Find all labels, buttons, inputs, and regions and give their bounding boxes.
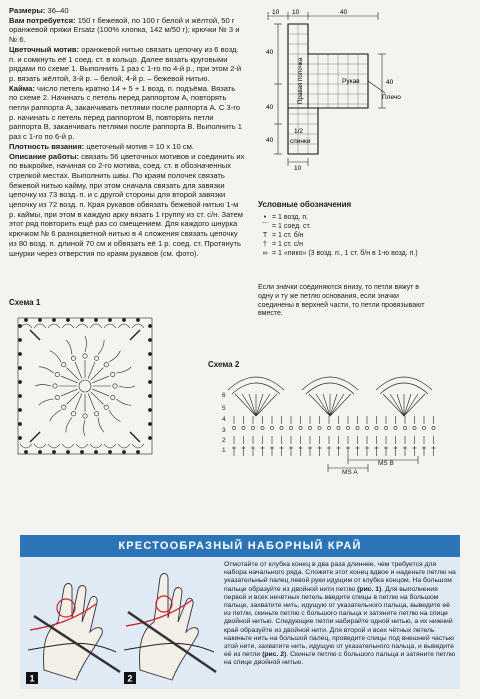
technique-text-1: Отмотайте от клубка конец в два раза длиннее, чем требуется для набора начального ряда. Сложите этот конец вдвое и наденьте петлю на указательный палец левой руки идущим от клубка концом. На большом пальце образуйте из двойной нити петлю [224,561,456,593]
schema1-edge-chain [148,422,151,425]
schema1-stitch [67,368,80,381]
legend-sc-text: = 1 ст. б/н [272,232,304,239]
schema2-fan [309,394,330,416]
dim-top-3: 40 [340,9,348,16]
legend-slip-text: = 1 соед. ст. [272,223,311,230]
schema1-edge-arch [118,324,130,328]
legend-item-dc [258,240,458,249]
density-label: Плотность вязания: [9,141,85,151]
schema1-edge-chain [18,408,21,411]
hands-illustration [24,560,220,688]
schema1-arch [35,385,51,386]
schema1-chain [94,356,98,360]
sizes-label: Размеры: [9,6,46,15]
schema1-edge-chain [148,338,151,341]
schema1-edge-chain [122,450,125,453]
schema1-stitch [92,389,109,396]
schema2-fan-arc [302,377,358,390]
schema2-fan [404,394,425,416]
schema1-edge-chain [136,318,139,321]
technique-text-2: . Для выполнения первой и всех нечётных петель введите спицы в петлю на большом пальце, захватите нить, идущую от указательного пальца, выведите её из петли, скиньте петлю с большого пальца и затяните петлю на спице двойной нитью. Следующие петли набирайте одной нитью, а их нижний край образуйте из двойной нити. Для второй и всех чётных петель накиньте нить на большой палец, проведите спицы под внешней частью этой нити, захватите нить, идущую от указательного пальца, и выведите её из петли [224,585,454,659]
banner-title: КРЕСТООБРАЗНЫЙ НАБОРНЫЙ КРАЙ [118,540,362,552]
description-value: связать 56 цветочных мотивов и соединить их по выкройке, начиная со 2-го мотива, соед. ст. в обозначенных стрелкой местах. Выполнить швы. По краям полочек связать бежевой нитью кайму, при этом сначала связать для завязки цепочку из 73 возд. п. и с другой стороны для второй завязки цепочку из 72 возд. п. Края рукавов обвязать бежевой нитью 1-м р. каймы, при этом в каждую арку вязать 1 группу из ст. с/н. Затем этот ряд повторить ещё раз со смещением. Для каждого шнурка крючком № 6 разноцветной нитью в 4 сложения связать цепочку из 80 возд. п. длиной 70 см и обвязать её 1 р. соед. ст. Протянуть шнурки через отверстия по краям рукавов (см. фото). [9,151,245,258]
schema1-arch [39,367,54,373]
fig1-number: 1 [29,673,35,684]
schema1-edge-arch [62,444,74,448]
schema1-edge-arch [34,444,46,448]
sizes-paragraph [9,6,245,16]
schema2-chain [327,426,330,429]
schema2-fan [235,394,256,416]
edging-label: Кайма: [9,83,35,93]
schema1-chain [83,414,87,418]
schema2-fan-arc [380,383,428,394]
schema1-edge-arch [90,324,102,328]
schema1-diagram [10,310,160,462]
schema1-arch [109,351,120,362]
motif-label: Цветочный мотив: [9,44,80,54]
schema1-arch [50,351,61,362]
edging-value: число петель кратно 14 + 5 + 1 возд. п. подъёма. Вязать по схеме 2. Начинать с петель перед раппортом А, повторять петли раппорта А, заканчивать петлями после раппорта А. С 3-го р. начинать с петель перед раппортом В, повторять петли раппорта В, заканчивать петлями после раппорта В. Выполнить 1 раз с 1-го по 6-й р. [9,83,243,142]
schema2-chain [365,426,368,429]
materials-label: Вам потребуется: [9,15,76,25]
schema1-edge-arch [104,324,116,328]
schema1-edge-chain [108,318,111,321]
row-label-5: 5 [222,405,226,412]
schema2-chain [242,426,245,429]
schema1-edge-arch [34,324,46,328]
dim-bottom: 10 [294,165,302,170]
schema1-arch [85,336,86,352]
schema1-edge-chain [18,436,21,439]
schema2-fan [404,394,418,416]
schema1-edge-chain [38,318,41,321]
row-label-2: 2 [222,437,226,444]
schema2-chain [432,426,435,429]
schema1-stitch [91,368,104,381]
schema1-edge-arch [20,324,32,328]
schema2-chain [356,426,359,429]
schema1-chain [53,384,57,388]
schema1-edge-chain [18,324,21,327]
legend-item-chain [258,213,458,222]
fig-ref-2: (рис. 2) [262,651,287,659]
schema1-stitch [88,393,95,410]
schema1-stitch [91,392,104,405]
schema2-chain [261,426,264,429]
schema1-edge-chain [136,450,139,453]
dim-left-top: 40 [266,49,274,56]
schema1-edge-arch [20,444,32,448]
schema2-chain [422,426,425,429]
legend-picot-symbol: ∞ [262,250,268,257]
schema1-edge-arch [132,324,144,328]
legend-chain-symbol: • [263,214,267,221]
density-value: цветочный мотив = 10 х 10 см. [84,141,194,151]
schema2-chain [413,426,416,429]
legend-dc-symbol: † [263,241,267,248]
pattern-diagram [258,4,418,170]
dim-top-2: 10 [292,9,300,16]
schema1-edge-chain [148,436,151,439]
schema1-edge-chain [18,352,21,355]
row-label-4: 4 [222,416,226,423]
label-back: спинки [290,138,311,145]
schema2-fan [256,394,277,416]
schema2-chain [299,426,302,429]
dim-left-low: 40 [266,137,274,144]
schema1-arch [66,417,72,432]
legend-item-picot [258,249,458,258]
schema2-chain [270,426,273,429]
schema2-chain [251,426,254,429]
schema1-chain [71,356,75,360]
schema1-arch [116,399,131,405]
row-label-1: 1 [222,447,226,454]
schema1-edge-chain [18,380,21,383]
schema1-stitch [92,376,109,383]
schema1-edge-chain [148,352,151,355]
schema1-chain [104,363,108,367]
schema1-arch [50,410,61,421]
legend-title: Условные обозначения [258,200,352,209]
technique-text-3: . Скиньте петлю с большого пальца и затяните петлю на спице двойной нитью. [224,651,456,667]
schema1-edge-chain [18,422,21,425]
schema1-edge-chain [18,394,21,397]
schema1-edge-chain [148,380,151,383]
schema1-chain [104,405,108,409]
schema1-edge-arch [48,324,60,328]
sizes-value: 36–40 [45,6,69,15]
schema1-edge-chain [122,318,125,321]
schema1-stitch [61,389,78,396]
schema1-edge-chain [148,394,151,397]
label-right-front: Правая полочка [297,57,304,104]
legend-item-slip [258,222,458,231]
dim-top-1: 10 [272,9,280,16]
schema1-chain [83,354,87,358]
legend-item-sc [258,231,458,240]
materials-value: 150 г бежевой, по 100 г белой и жёлтой, 50 г оранжевой пряжи Ersatz (100% хлопка, 142 м/50 г); крючки № 3 и № 6. [9,15,240,45]
schema2-chain [403,426,406,429]
motif-paragraph [9,45,245,84]
schema1-chain [111,372,115,376]
schema1-chain [55,372,59,376]
fig2-number: 2 [127,673,133,684]
schema1-edge-chain [24,318,27,321]
schema1-edge-chain [66,318,69,321]
legend-sc-symbol: T [262,232,268,239]
motif-value: оранжевой нитью связать цепочку из 6 возд. п. и сомкнуть её 1 соед. ст. в кольцо. Далее вязать круговыми рядами по схеме 1. Выполнить 1 раз с 1-го по 4-й р., при этом 2-й р. вязать жёлтой, 3-й р. – белой, 4-й р. – бежевой нитью. [9,44,242,83]
schema2-fan-arc [228,377,284,390]
schema1-arch [39,399,54,405]
label-shoulder: Плечо [382,94,401,101]
legend [258,200,458,319]
schema1-stitch [88,362,95,379]
schema1-stitch [75,362,82,379]
schema2-fan [242,394,256,416]
schema2-chain [346,426,349,429]
schema2-fan [256,394,270,416]
schema1-edge-chain [94,450,97,453]
legend-note: Если значки соединяются внизу, то петли вяжут в одну и ту же петлю основания, если значки соединены в верхней части, то петли провязывают вместе. [258,284,425,318]
schema2-fan [330,394,351,416]
schema1-stitch [67,392,80,405]
schema1-edge-chain [148,324,151,327]
schema1-chain [94,412,98,416]
schema1-edge-chain [52,318,55,321]
schema1-edge-chain [18,338,21,341]
row-label-3: 3 [222,427,226,434]
schema1-arch [109,410,120,421]
schema1-edge-arch [62,324,74,328]
schema2-fan [390,394,404,416]
schema2-chain [308,426,311,429]
schema2-chain [280,426,283,429]
schema1-edge-arch [118,444,130,448]
schema1-arch [66,340,72,355]
schema1-corner-arrow [30,330,40,340]
legend-chain-text: = 1 возд. п. [272,214,309,221]
description-label: Описание работы: [9,151,80,161]
schema1-stitch [75,393,82,410]
schema1-corner-arrow [30,432,40,442]
schema1-corner-arrow [130,330,140,340]
schema1-chain [113,384,117,388]
schema2-chain [232,426,235,429]
schema2-chain [337,426,340,429]
schema2-chain [318,426,321,429]
technique-text [224,561,456,668]
schema1-edge-arch [132,444,144,448]
schema1-edge-chain [80,450,83,453]
schema1-chain [55,395,59,399]
schema2-fan [316,394,330,416]
schema2-fan-arc [306,383,354,394]
schema1-edge-chain [108,450,111,453]
schema2-chain [289,426,292,429]
fig-ref-1: (рис. 1) [357,585,382,593]
schema1-corner-arrow [130,432,140,442]
schema1-edge-arch [90,444,102,448]
schema1-edge-chain [94,318,97,321]
density-paragraph [9,142,245,152]
schema2-label: Схема 2 [208,360,240,369]
schema2-fan-arc [376,377,432,390]
schema1-edge-chain [148,408,151,411]
schema1-edge-chain [66,450,69,453]
schema1-edge-chain [52,450,55,453]
dim-left-mid: 40 [266,104,274,111]
schema1-edge-chain [24,450,27,453]
schema1-chain [62,405,66,409]
schema1-chain [111,395,115,399]
schema1-edge-arch [48,444,60,448]
schema1-chain [71,412,75,416]
edging-paragraph [9,84,245,142]
schema1-edge-arch [76,324,88,328]
schema1-edge-chain [80,318,83,321]
schema2-diagram [208,372,458,480]
legend-dc-text: = 1 ст. с/н [272,241,304,248]
schema1-center-ring [79,380,91,392]
schema1-arch [119,386,135,387]
schema1-edge-chain [148,366,151,369]
label-sleeve: Рукав [342,78,360,85]
schema1-chain [62,363,66,367]
description-paragraph [9,152,245,259]
schema1-edge-arch [104,444,116,448]
schema2-fan-arc [232,383,280,394]
schema2-fan [330,394,344,416]
label-half: 1/2 [294,128,304,135]
schema1-label: Схема 1 [9,298,41,307]
schema1-arch [116,367,131,373]
schema2-chain [394,426,397,429]
legend-slip-symbol: ⌒ [261,223,269,230]
dim-right: 40 [386,79,394,86]
legend-picot-text: = 1 «пико» (3 возд. п., 1 ст. б/н в 1-ю возд. п.) [272,250,418,257]
schema1-stitch [61,376,78,383]
schema1-edge-chain [38,450,41,453]
schema2-fan [383,394,404,416]
row-label-6: 6 [222,392,226,399]
schema1-edge-arch [76,444,88,448]
rapport-b-label: MS B [378,460,394,467]
schema1-arch [84,420,85,436]
schema2-chain [384,426,387,429]
schema2-chain [375,426,378,429]
schema1-arch [98,417,104,432]
instructions-column [9,6,245,258]
rapport-a-label: MS A [342,469,358,476]
materials-paragraph [9,16,245,45]
schema1-arch [98,340,104,355]
schema1-edge-chain [18,366,21,369]
